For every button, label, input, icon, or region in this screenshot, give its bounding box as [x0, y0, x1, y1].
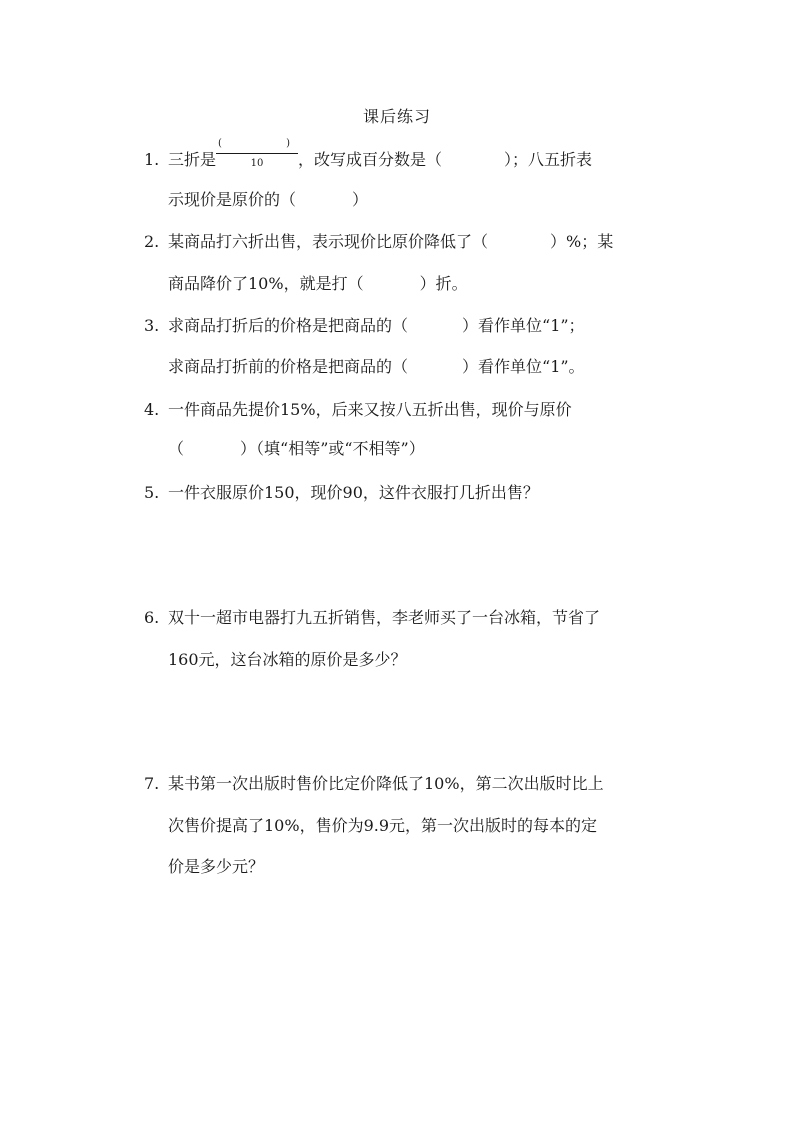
q1-fraction-blank — [216, 138, 298, 172]
q1-line-1 — [168, 138, 593, 172]
q4-text-b: ）（填“相等”或“不相等”） — [240, 439, 425, 458]
q1-text-d: 示现价是原价的（ — [168, 190, 297, 209]
q3-text-b: ）看作单位“1”； — [462, 316, 585, 335]
q2-line-2 — [168, 272, 468, 296]
q2-text-c: 商品降价了10%，就是打（ — [168, 274, 364, 293]
q1-fraction-denominator: 10 — [250, 158, 264, 169]
q4-text-a: （ — [168, 439, 185, 458]
q4-line-1: 一件商品先提价15%，后来又按八五折出售，现价与原价 — [168, 400, 572, 419]
q1-number: 1. — [144, 150, 160, 169]
q1-fraction-close-paren: ) — [286, 138, 291, 149]
q7-line-2: 次售价提高了10%，售价为9.9元，第一次出版时的每本的定 — [168, 816, 598, 835]
q2-text-d: ）折。 — [419, 274, 468, 293]
q4-number: 4. — [144, 400, 160, 419]
q3-text-c: 求商品打折前的价格是把商品的（ — [168, 357, 409, 376]
q2-text-a: 某商品打六折出售，表示现价比原价降低了（ — [168, 232, 489, 251]
q1-text-e: ） — [352, 190, 369, 209]
page-title: 课后练习 — [362, 107, 431, 126]
q1-text-a: 三折是 — [168, 150, 217, 169]
q6-number: 6. — [144, 608, 160, 627]
q1-fraction-bar — [216, 153, 298, 154]
q1-text-b: ，改写成百分数是（ — [298, 150, 443, 169]
q3-number: 3. — [144, 316, 160, 335]
q2-number: 2. — [144, 232, 160, 251]
q3-line-2 — [168, 355, 585, 379]
q7-line-3: 价是多少元？ — [168, 857, 265, 876]
q3-line-1 — [168, 314, 585, 338]
q3-text-d: ）看作单位“1”。 — [462, 357, 585, 376]
q5-line-1: 一件衣服原价150，现价90，这件衣服打几折出售？ — [168, 483, 539, 502]
q2-text-b: ）%；某 — [550, 232, 614, 251]
q7-line-1: 某书第一次出版时售价比定价降低了10%，第二次出版时比上 — [168, 774, 604, 793]
q1-text-c: ）；八五折表 — [504, 150, 593, 169]
q3-text-a: 求商品打折后的价格是把商品的（ — [168, 316, 409, 335]
q4-line-2 — [168, 437, 425, 461]
q5-number: 5. — [144, 483, 160, 502]
q7-number: 7. — [144, 774, 160, 793]
q1-fraction-open-paren: ( — [218, 138, 222, 149]
q6-line-2: 160元，这台冰箱的原价是多少？ — [168, 650, 407, 669]
q1-line-2 — [168, 188, 368, 212]
q2-line-1 — [168, 230, 613, 254]
q6-line-1: 双十一超市电器打九五折销售，李老师买了一台冰箱，节省了 — [168, 608, 601, 627]
